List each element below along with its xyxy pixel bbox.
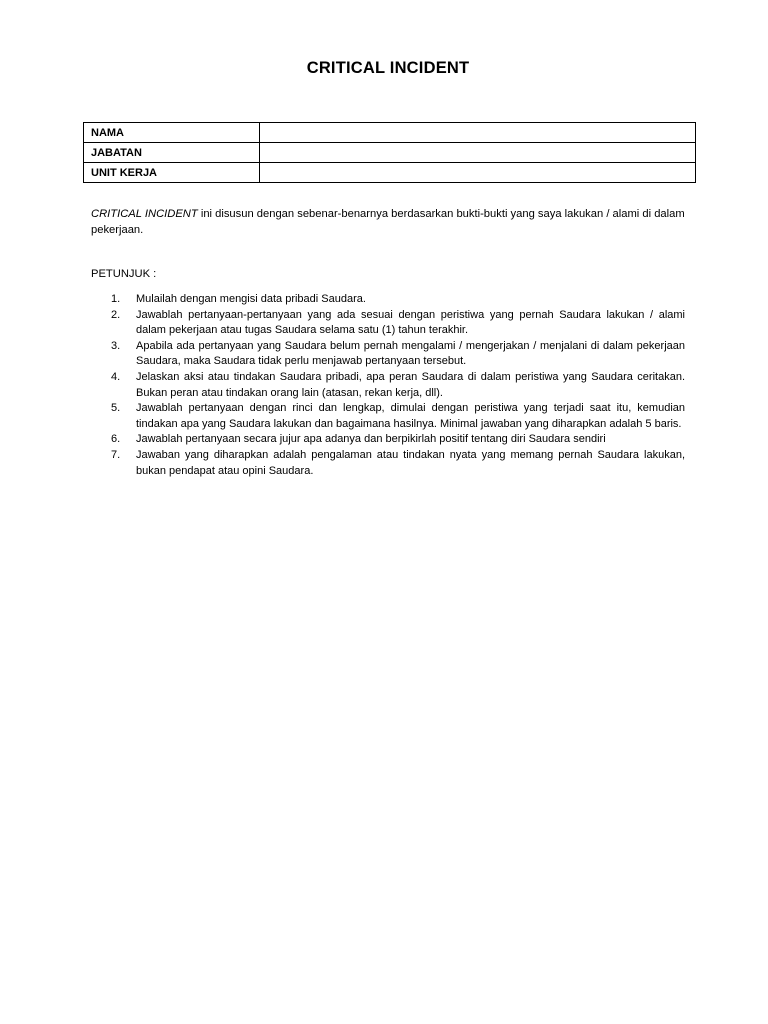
instruction-item — [91, 432, 685, 448]
info-label-nama: NAMA — [84, 123, 260, 143]
instruction-text: Jelaskan aksi atau tindakan Saudara pribadi, apa peran Saudara di dalam peristiwa yang Saudara ceritakan. Bukan peran atau tindakan orang lain (atasan, rekan kerja, dll). — [136, 370, 685, 399]
instruction-number: 4. — [111, 370, 121, 383]
info-label-unit-kerja: UNIT KERJA — [84, 163, 260, 183]
info-label-jabatan: JABATAN — [84, 143, 260, 163]
instruction-number: 3. — [111, 339, 121, 352]
instruction-list — [91, 292, 685, 479]
info-value-jabatan[interactable] — [260, 143, 696, 163]
instruction-number: 1. — [111, 293, 121, 305]
intro-italic-lead: CRITICAL INCIDENT — [91, 208, 198, 220]
instruction-text: Mulailah dengan mengisi data pribadi Saudara. — [136, 293, 366, 305]
instruction-item — [91, 339, 685, 370]
instruction-text: Jawaban yang diharapkan adalah pengalaman atau tindakan nyata yang memang pernah Saudara lakukan, bukan pendapat atau opini Saudara. — [136, 448, 685, 477]
personal-info-table — [83, 122, 696, 183]
instruction-item — [91, 370, 685, 401]
instruction-item — [91, 401, 685, 432]
document-title: CRITICAL INCIDENT — [306, 59, 470, 77]
instruction-item — [91, 308, 685, 339]
intro-text: ini disusun dengan sebenar-benarnya berdasarkan bukti-bukti yang saya lakukan / alami di dalam pekerjaan. — [91, 208, 685, 236]
petunjuk-heading: PETUNJUK : — [91, 268, 157, 280]
instruction-number: 6. — [111, 433, 121, 446]
instruction-item — [91, 292, 685, 308]
info-row-jabatan — [84, 143, 696, 163]
instruction-text: Jawablah pertanyaan secara jujur apa adanya dan berpikirlah positif tentang diri Saudara sendiri — [136, 433, 606, 446]
instruction-number: 7. — [111, 448, 121, 461]
instruction-number: 5. — [111, 402, 121, 415]
instruction-number: 2. — [111, 308, 121, 321]
instruction-text: Apabila ada pertanyaan yang Saudara belum pernah mengalami / mengerjakan / menjalani di dalam pekerjaan Saudara, maka Saudara tidak perlu menjawab pertanyaan tersebut. — [136, 339, 685, 368]
info-value-unit-kerja[interactable] — [260, 163, 696, 183]
info-row-unit-kerja — [84, 163, 696, 183]
instruction-text: Jawablah pertanyaan dengan rinci dan lengkap, dimulai dengan peristiwa yang terjadi saat itu, kemudian tindakan apa yang Saudara lakukan dan bagaimana hasilnya. Minimal jawaban yang diharapkan adalah 5 baris. — [136, 402, 685, 430]
info-value-nama[interactable] — [260, 123, 696, 143]
info-row-nama — [84, 123, 696, 143]
intro-paragraph — [91, 206, 691, 238]
instruction-text: Jawablah pertanyaan-pertanyaan yang ada sesuai dengan peristiwa yang pernah Saudara lakukan / alami dalam pekerjaan atau tugas Saudara selama satu (1) tahun terakhir. — [136, 308, 685, 337]
instruction-item — [91, 448, 685, 479]
